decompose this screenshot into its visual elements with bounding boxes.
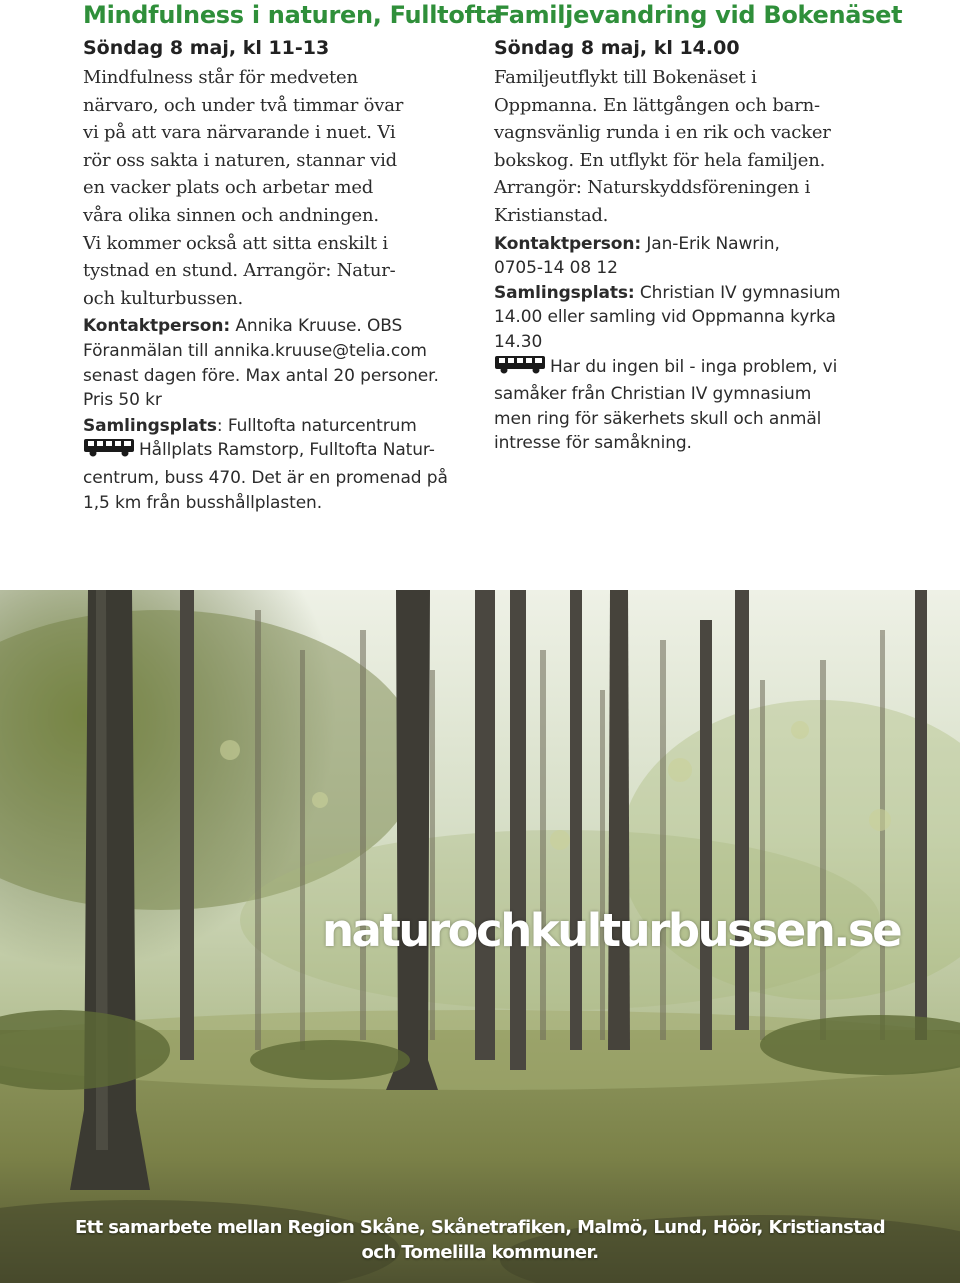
description-line: och kulturbussen. [83,287,244,309]
description-line: en vacker plats och arbetar med [83,177,374,199]
description-line: Familjeutflykt till Bokenäset i [494,67,757,88]
description-line: Kristianstad. [494,204,609,226]
bus-info-line: men ring för säkerhets skull och anmäl [494,408,822,429]
bus-info-line [83,438,483,466]
event-description [83,64,483,312]
meeting-line: 14.00 eller samling vid Oppmanna kyrka [494,307,836,328]
description-line: Mindfulness står för medveten [83,67,358,88]
contact-label: Kontaktperson: [494,233,642,254]
bus-icon [494,355,546,383]
bus-info: Har du ingen bil - inga problem, vi [550,356,838,377]
event-details [494,232,914,456]
description-line: Oppmanna. En lättgången och barn- [494,94,820,116]
meeting-label: Samlingsplats: [494,282,635,303]
bus-info-line: centrum, buss 470. Det är en promenad på [83,467,448,488]
price: Pris 50 kr [83,390,162,411]
event-date: Söndag 8 maj, kl 11-13 [83,37,330,59]
bus-info-line: 1,5 km från busshållplasten. [83,492,323,513]
signup-line: Föranmälan till annika.kruuse@telia.com [83,340,427,361]
description-line: Vi kommer också att sitta enskilt i [83,232,388,254]
bus-icon [83,438,135,466]
logo-text: naturochkulturbussen.se [322,904,901,957]
contact-value: Annika Kruuse. OBS [235,316,403,337]
event-familjevandring [494,0,914,456]
description-line: våra olika sinnen och andningen. [83,204,379,226]
meeting-line [83,414,483,439]
description-line: närvaro, och under två timmar övar [83,94,404,116]
description-line: tystnad en stund. Arrangör: Natur- [83,260,396,282]
contact-line [494,232,914,257]
event-heading: Familjevandring vid Bokenäset [494,1,903,29]
meeting-line [494,281,914,306]
contact-value: Jan-Erik Nawrin, [641,233,780,254]
meeting-value: : Fulltofta naturcentrum [216,415,417,436]
phone: 0705-14 08 12 [494,258,618,279]
event-description [494,64,914,230]
bus-info-line: samåker från Christian IV gymnasium [494,384,812,405]
meeting-value: Christian IV gymnasium [634,282,841,303]
contact-label: Kontaktperson: [83,316,231,337]
credit-line: och Tomelilla kommuner. [361,1242,599,1263]
description-line: vagnsvänlig runda i en rik och vacker [494,122,831,144]
signup-line: senast dagen före. Max antal 20 personer. [83,365,439,386]
event-mindfulness [83,0,502,515]
description-line: Arrangör: Naturskyddsföreningen i [494,177,811,199]
meeting-line: 14.30 [494,331,543,352]
contact-line [83,314,483,339]
bus-info-line: intresse för samåkning. [494,433,692,454]
event-heading: Mindfulness i naturen, Fulltofta [83,1,502,29]
meeting-label: Samlingsplats [83,415,217,436]
description-line: bokskog. En utflykt för hela familjen. [494,149,826,171]
bus-info-line [494,355,914,383]
credit-text [0,1215,960,1265]
description-line: rör oss sakta i naturen, stannar vid [83,149,397,171]
event-details [83,314,483,515]
event-date: Söndag 8 maj, kl 14.00 [494,37,740,59]
description-line: vi på att vara närvarande i nuet. Vi [83,122,396,144]
bus-info: Hållplats Ramstorp, Fulltofta Natur- [139,440,435,461]
credit-line: Ett samarbete mellan Region Skåne, Skånetrafiken, Malmö, Lund, Höör, Kristianstad [74,1217,886,1238]
